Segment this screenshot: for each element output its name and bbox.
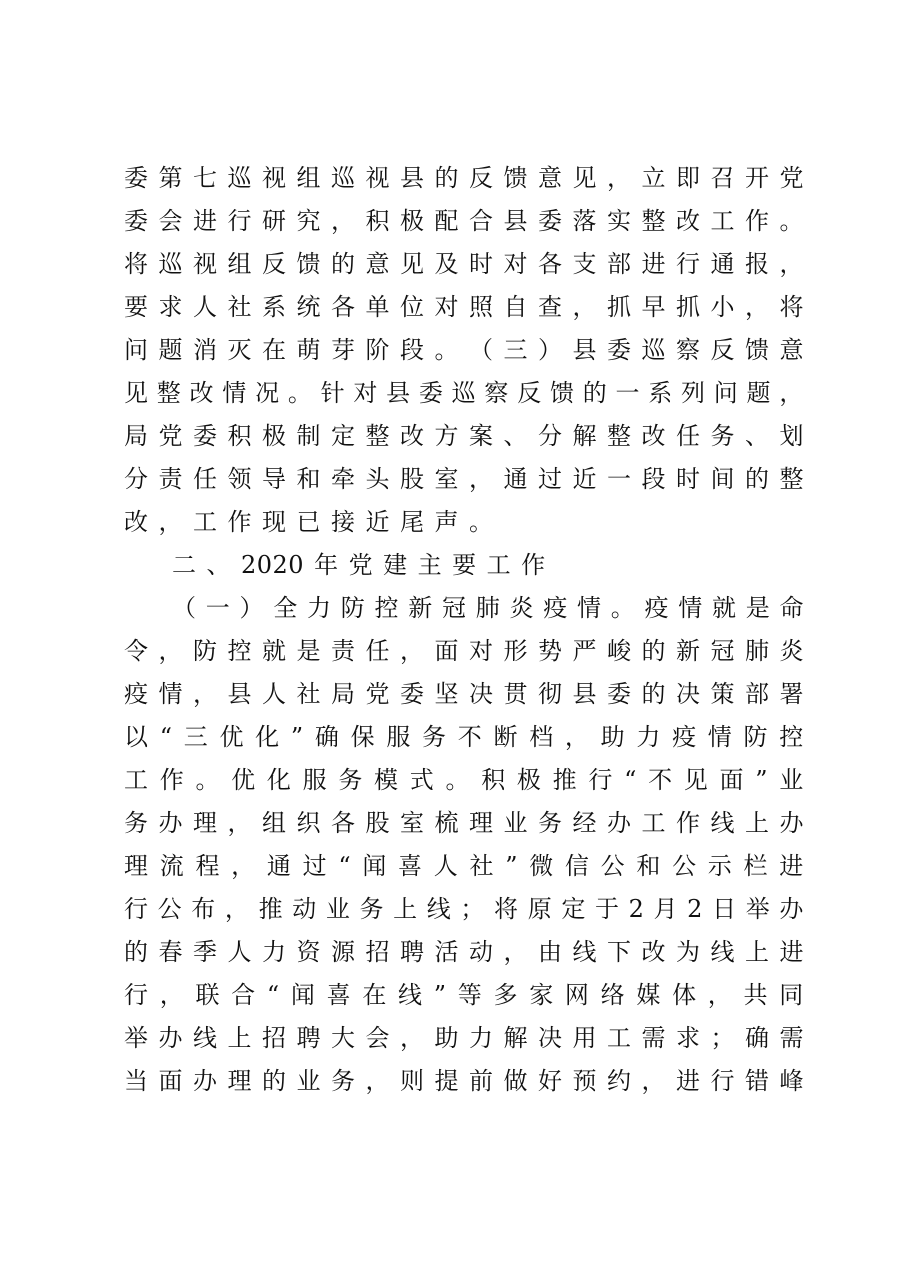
text-line: 举 办 线 上 招 聘 大 会 ， 助 力 解 决 用 工 需 求 ； 确 需 (124, 1024, 804, 1052)
text-line: 见 整 改 情 况 。 针 对 县 委 巡 察 反 馈 的 一 系 列 问 题 ， (124, 379, 804, 407)
text-line: 改 ， 工 作 现 已 接 近 尾 声 。 (124, 508, 494, 536)
text-line: 委 会 进 行 研 究 ， 积 极 配 合 县 委 落 实 整 改 工 作 。 (124, 207, 804, 235)
text-line: 要 求 人 社 系 统 各 单 位 对 照 自 查 ， 抓 早 抓 小 ， 将 (124, 293, 804, 321)
text-line: 委 第 七 巡 视 组 巡 视 县 的 反 馈 意 见 ， 立 即 召 开 党 (124, 164, 804, 192)
paragraph-2 (124, 587, 804, 1103)
text-line: 行 ， 联 合 “ 闻 喜 在 线 ” 等 多 家 网 络 媒 体 ， 共 同 (124, 981, 804, 1009)
text-line: （ 一 ） 全 力 防 控 新 冠 肺 炎 疫 情 。 疫 情 就 是 命 (172, 594, 804, 622)
text-line: 务 办 理 ， 组 织 各 股 室 梳 理 业 务 经 办 工 作 线 上 办 (124, 809, 804, 837)
text-line: 将 巡 视 组 反 馈 的 意 见 及 时 对 各 支 部 进 行 通 报 ， (124, 250, 804, 278)
text-line: 理 流 程 ， 通 过 “ 闻 喜 人 社 ” 微 信 公 和 公 示 栏 进 (124, 852, 804, 880)
text-line: 疫 情 ， 县 人 社 局 党 委 坚 决 贯 彻 县 委 的 决 策 部 署 (124, 680, 804, 708)
text-line: 的 春 季 人 力 资 源 招 聘 活 动 ， 由 线 下 改 为 线 上 进 (124, 938, 804, 966)
text-line: 工 作 。 优 化 服 务 模 式 。 积 极 推 行 “ 不 见 面 ” 业 (124, 766, 804, 794)
text-line: 问 题 消 灭 在 萌 芽 阶 段 。 （ 三 ） 县 委 巡 察 反 馈 意 (124, 336, 804, 364)
text-line: 当 面 办 理 的 业 务 ， 则 提 前 做 好 预 约 ， 进 行 错 峰 (124, 1067, 804, 1095)
section-heading: 二 、 2020 年 党 建 主 要 工 作 (172, 551, 546, 579)
text-line: 局 党 委 积 极 制 定 整 改 方 案 、 分 解 整 改 任 务 、 划 (124, 422, 804, 450)
text-line: 以 “ 三 优 化 ” 确 保 服 务 不 断 档 ， 助 力 疫 情 防 控 (124, 723, 804, 751)
paragraph-1 (124, 157, 804, 544)
document-body (124, 157, 804, 1103)
text-line: 令 ， 防 控 就 是 责 任 ， 面 对 形 势 严 峻 的 新 冠 肺 炎 (124, 637, 804, 665)
text-line: 行 公 布 ， 推 动 业 务 上 线 ； 将 原 定 于 2 月 2 日 举 办 (124, 895, 804, 923)
text-line: 分 责 任 领 导 和 牵 头 股 室 ， 通 过 近 一 段 时 间 的 整 (124, 465, 804, 493)
